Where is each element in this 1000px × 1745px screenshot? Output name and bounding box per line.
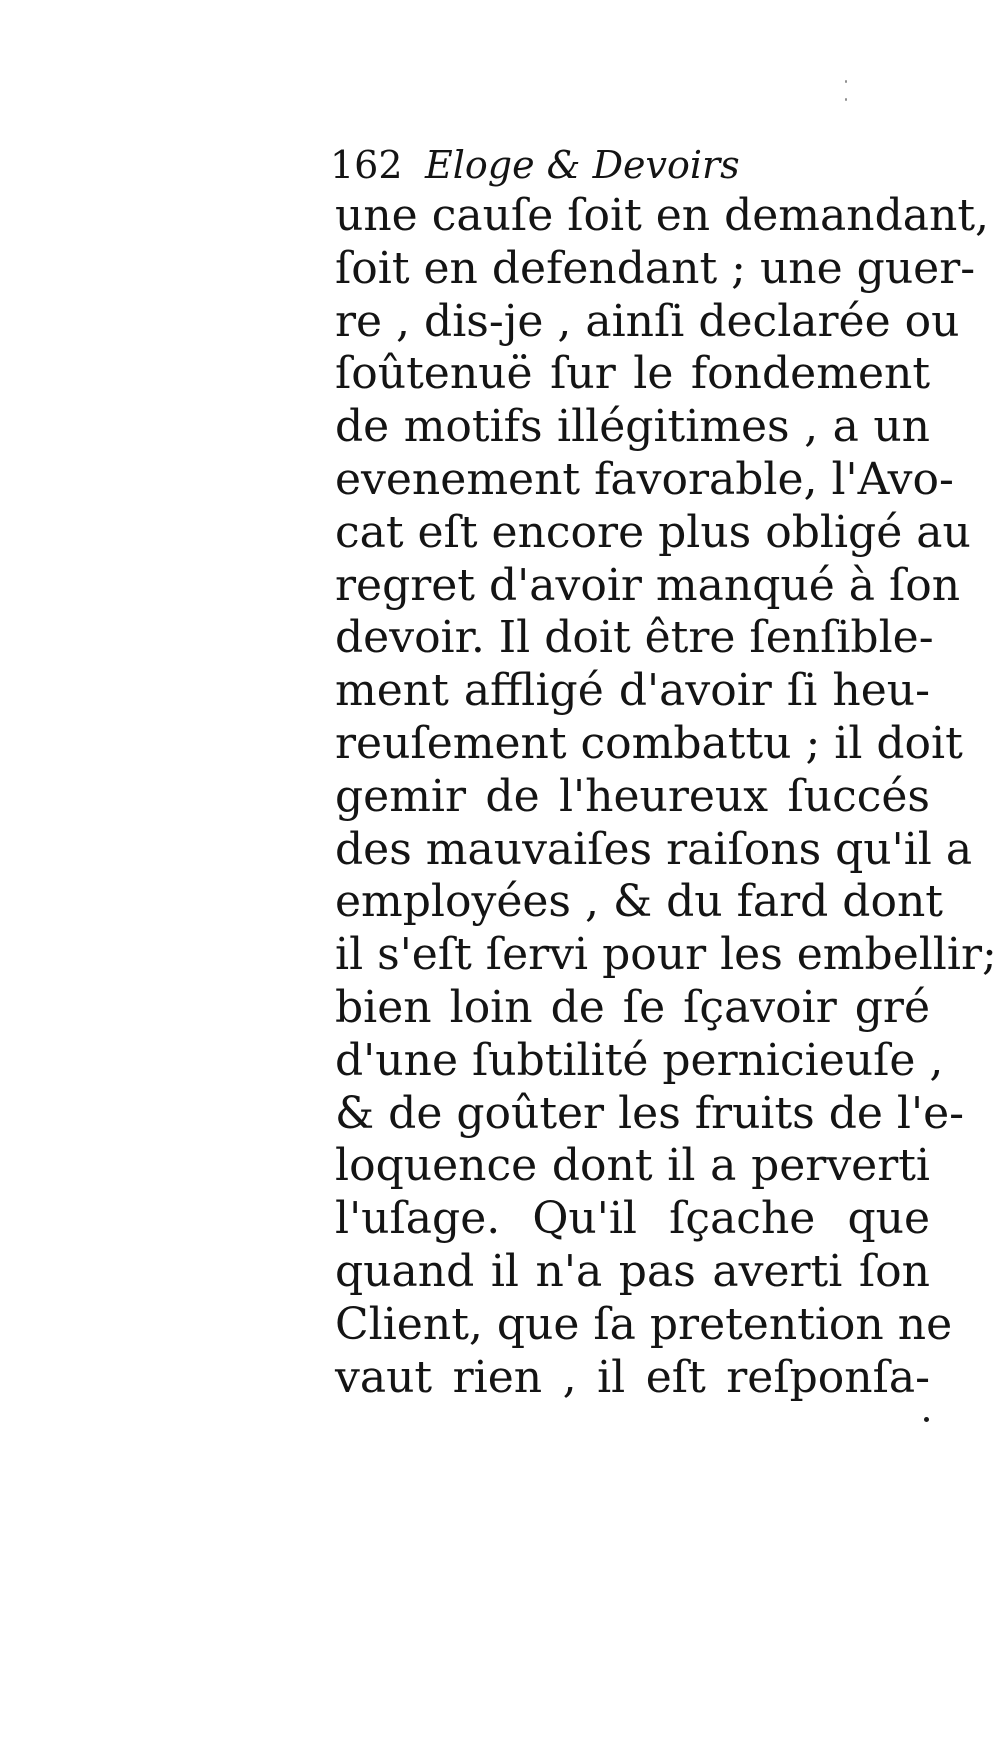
ink-speck [924,1417,929,1422]
text-line: bien loin de ſe ſçavoir gré [335,981,930,1033]
text-line: devoir. Il doit être ſenſible- [335,612,934,664]
text-line: & de goûter les fruits de l'e- [335,1087,964,1139]
text-line: il s'eſt ſervi pour les embellir; [335,929,997,981]
page-number: 162 [330,143,403,187]
text-line: reuſement combattu ; il doit [335,717,963,769]
body-text [335,190,997,1404]
running-title: Eloge & Devoirs [425,143,740,187]
text-line: de motifs illégitimes , a un [335,401,930,453]
text-line: des mauvaiſes raiſons qu'il a [335,823,973,875]
ink-speck [845,80,847,83]
text-line: employées , & du fard dont [335,876,943,928]
text-line: d'une ſubtilité pernicieuſe , [335,1034,944,1086]
ink-speck [845,98,847,101]
text-line: ſoûtenuë ſur le fondement [335,348,930,400]
text-line: ment affligé d'avoir ſi heu- [335,665,930,717]
text-line: cat eſt encore plus obligé au [335,506,971,558]
text-line: regret d'avoir manqué à ſon [335,559,961,611]
text-line: gemir de l'heureux ſuccés [335,770,930,822]
text-line: une cauſe ſoit en demandant, [335,190,990,241]
text-line: Client, que ſa pretention ne [335,1298,953,1350]
text-line: vaut rien , il eſt reſponſa- [335,1351,930,1403]
text-line: ſoit en defendant ; une guer- [335,242,976,294]
text-line: re , dis-je , ainſi declarée ou [335,295,960,347]
running-head [330,135,850,195]
text-line: loquence dont il a perverti [335,1140,930,1192]
text-line: l'uſage. Qu'il ſçache que [335,1193,930,1245]
text-line: quand il n'a pas averti ſon [335,1245,930,1297]
text-line: evenement favorable, l'Avo- [335,453,954,505]
